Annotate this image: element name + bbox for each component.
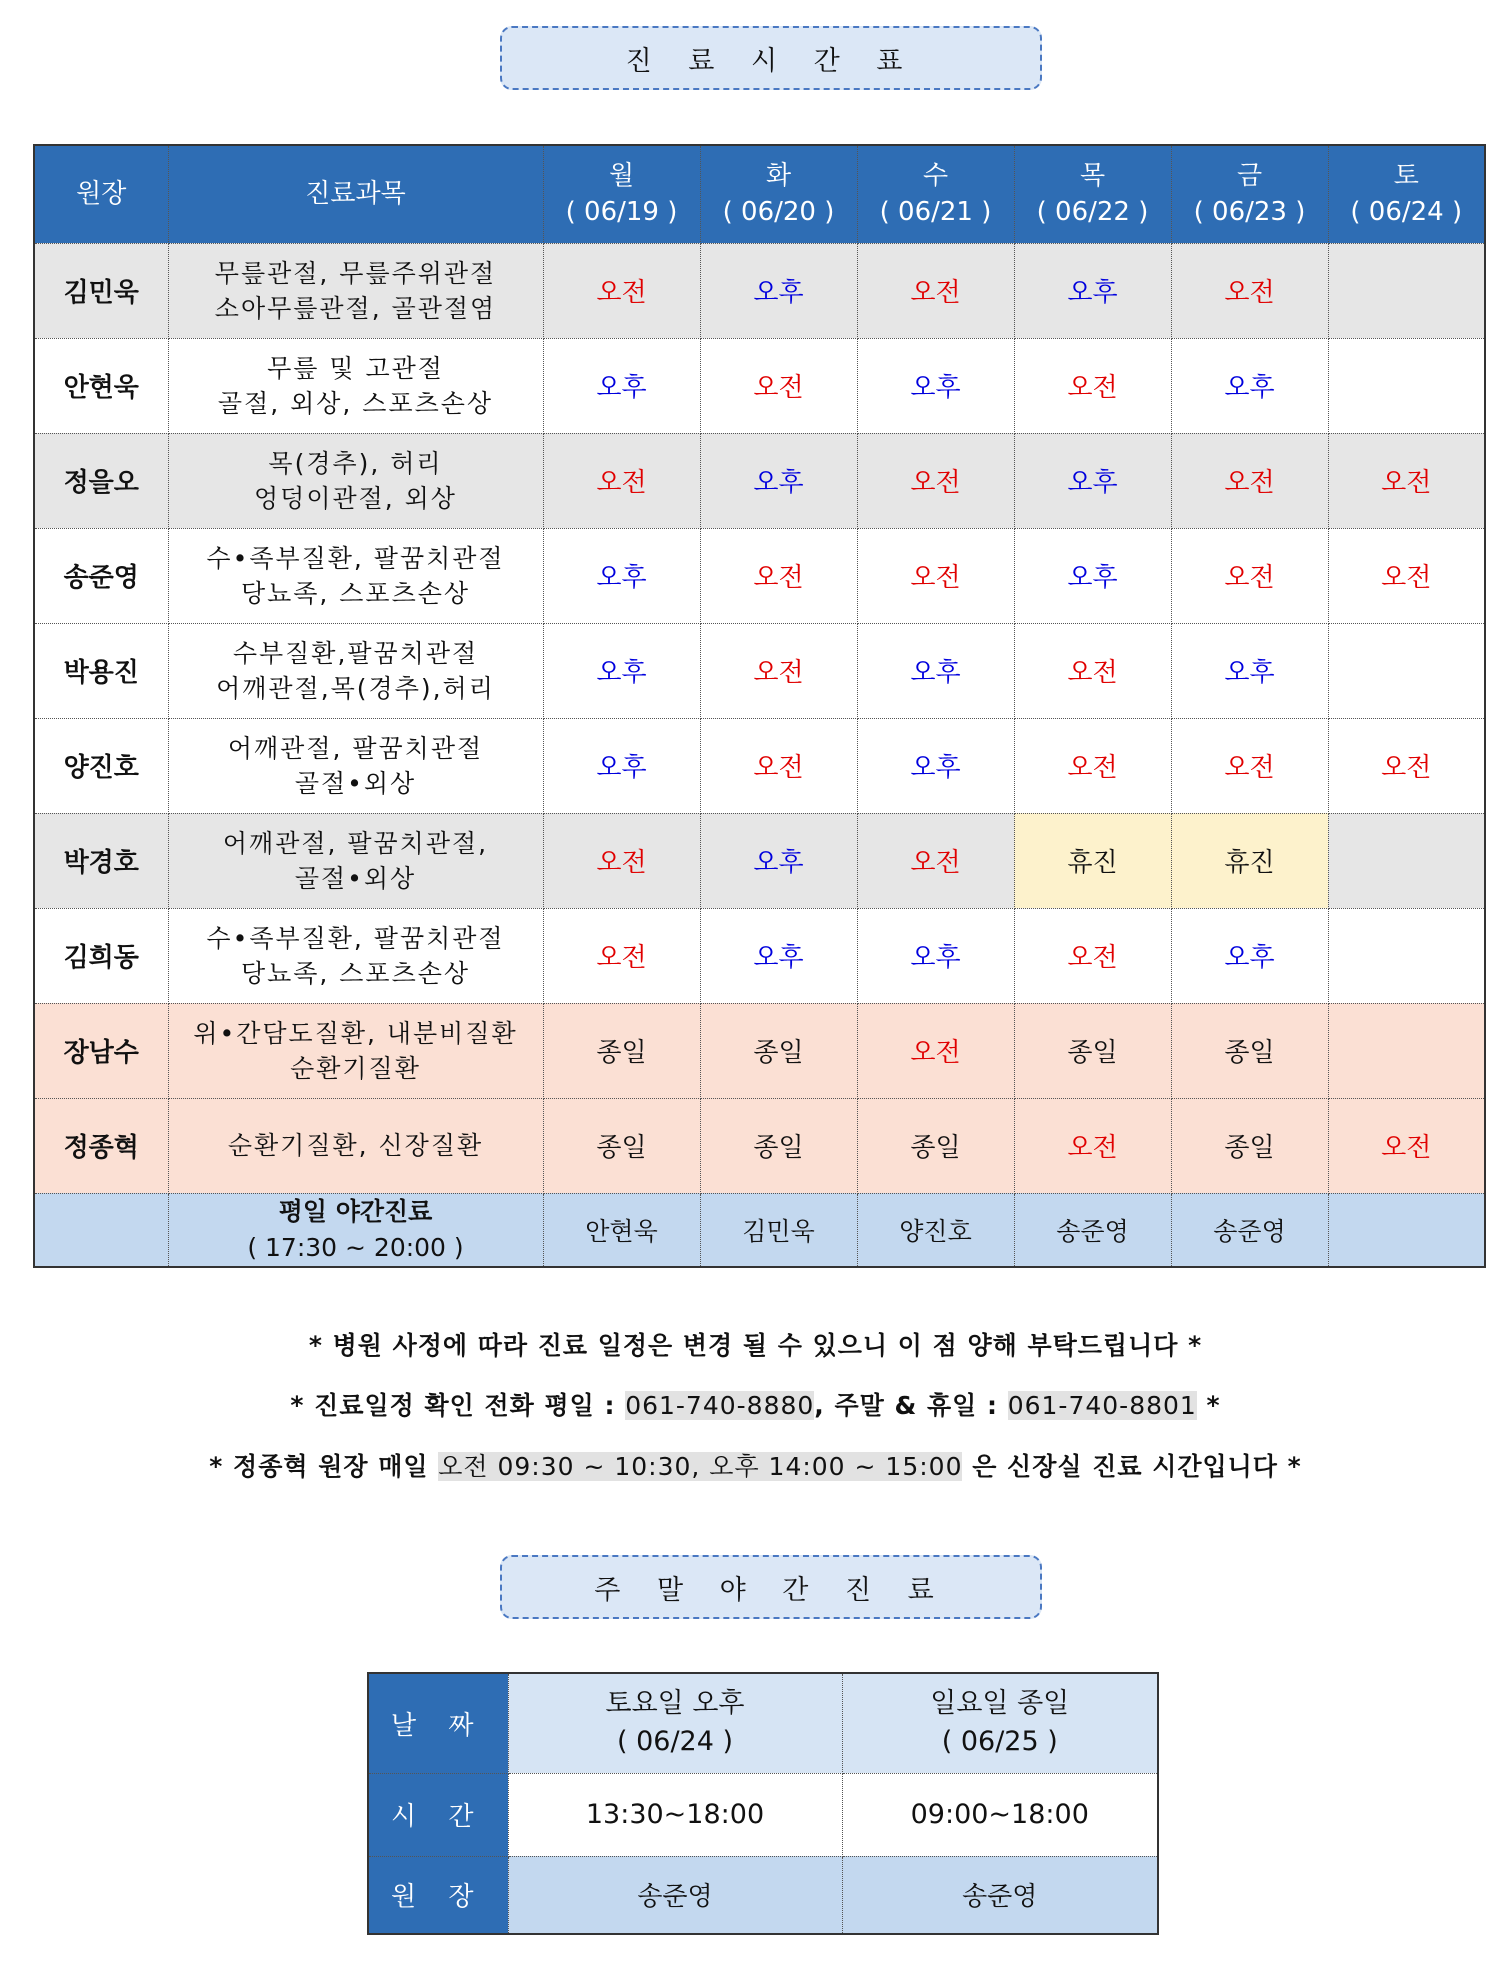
night-label-hours: ( 17:30 ~ 20:00 ) [247, 1232, 464, 1262]
schedule-slot: 오전 [1171, 718, 1328, 813]
schedule-slot: 오전 [1014, 718, 1171, 813]
schedule-slot: 오후 [700, 908, 857, 1003]
header-day [1171, 145, 1328, 243]
notice-phone [0, 1386, 1511, 1422]
schedule-slot: 오전 [543, 433, 700, 528]
schedule-slot [1328, 243, 1485, 338]
schedule-slot: 종일 [543, 1098, 700, 1193]
schedule-slot: 오후 [1171, 623, 1328, 718]
schedule-slot: 오전 [543, 908, 700, 1003]
schedule-slot: 오전 [1014, 623, 1171, 718]
doctor-department [168, 718, 543, 813]
header-day-date: ( 06/19 ) [565, 197, 678, 228]
doctor-name: 박용진 [34, 623, 168, 718]
schedule-slot: 종일 [700, 1003, 857, 1098]
doctor-department [168, 528, 543, 623]
doctor-row [34, 718, 1485, 813]
doctor-row [34, 908, 1485, 1003]
doctor-name: 장남수 [34, 1003, 168, 1098]
header-day [543, 145, 700, 243]
department-line: 목(경추), 허리 [268, 448, 443, 478]
header-day [700, 145, 857, 243]
schedule-slot: 종일 [700, 1098, 857, 1193]
schedule-slot: 오전 [1171, 433, 1328, 528]
night-doctor: 안현욱 [543, 1193, 700, 1267]
header-day-date: ( 06/23 ) [1193, 197, 1306, 228]
weekend-date-label: 날 짜 [368, 1673, 508, 1773]
schedule-slot: 오전 [1328, 1098, 1485, 1193]
notice-dialysis-suffix: 은 신장실 진료 시간입니다 * [962, 1452, 1302, 1481]
notice-phone-prefix: * 진료일정 확인 전화 평일 : [290, 1391, 626, 1420]
schedule-slot: 오후 [1014, 528, 1171, 623]
schedule-slot: 오후 [857, 908, 1014, 1003]
doctor-name: 송준영 [34, 528, 168, 623]
department-line: 어깨관절, 팔꿈치관절 [227, 733, 484, 763]
department-line: 소아무릎관절, 골관절염 [214, 293, 497, 323]
header-day-date: ( 06/22 ) [1036, 197, 1149, 228]
header-day-date: ( 06/20 ) [722, 197, 835, 228]
doctor-department [168, 813, 543, 908]
schedule-table [33, 144, 1486, 1268]
department-line: 수•족부질환, 팔꿈치관절 [206, 923, 505, 953]
department-line: 수•족부질환, 팔꿈치관절 [206, 543, 505, 573]
schedule-slot: 오전 [1328, 433, 1485, 528]
doctor-department [168, 1003, 543, 1098]
header-day [857, 145, 1014, 243]
schedule-slot: 오전 [700, 338, 857, 433]
department-line: 골절, 외상, 스포츠손상 [217, 388, 494, 418]
schedule-slot: 오후 [700, 243, 857, 338]
schedule-slot: 오후 [1014, 243, 1171, 338]
saturday-date: ( 06/24 ) [616, 1726, 734, 1758]
sunday-date: ( 06/25 ) [941, 1726, 1058, 1758]
header-day-name: 토 [1393, 161, 1419, 192]
schedule-slot [1328, 338, 1485, 433]
doctor-name: 박경호 [34, 813, 168, 908]
schedule-slot: 오전 [700, 528, 857, 623]
department-line: 위•간담도질환, 내분비질환 [193, 1018, 518, 1048]
schedule-slot [1328, 813, 1485, 908]
schedule-header-row [34, 145, 1485, 243]
notice-schedule-change: * 병원 사정에 따라 진료 일정은 변경 될 수 있으니 이 점 양해 부탁드립니다 * [308, 1331, 1203, 1360]
sunday-time: 09:00~18:00 [842, 1773, 1158, 1856]
doctor-row [34, 1003, 1485, 1098]
doctor-name: 양진호 [34, 718, 168, 813]
saturday-time: 13:30~18:00 [508, 1773, 842, 1856]
schedule-slot: 오전 [1328, 718, 1485, 813]
department-line: 당뇨족, 스포츠손상 [240, 578, 471, 608]
weekend-phone: 061-740-8801 [1007, 1391, 1197, 1420]
schedule-slot: 오후 [857, 623, 1014, 718]
header-director: 원장 [34, 145, 168, 243]
schedule-slot: 오후 [543, 338, 700, 433]
department-line: 무릎관절, 무릎주위관절 [214, 258, 497, 288]
department-line: 엉덩이관절, 외상 [254, 483, 457, 513]
doctor-name: 안현욱 [34, 338, 168, 433]
header-day-name: 화 [765, 161, 792, 192]
night-doctor: 양진호 [857, 1193, 1014, 1267]
schedule-slot: 오전 [857, 433, 1014, 528]
sunday-label: 일요일 종일 [930, 1688, 1070, 1720]
weekend-director-row [368, 1856, 1158, 1934]
doctor-department [168, 908, 543, 1003]
sunday-doctor: 송준영 [842, 1856, 1158, 1934]
department-line: 어깨관절,목(경추),허리 [216, 673, 495, 703]
notice-dialysis-prefix: * 정종혁 원장 매일 [209, 1452, 439, 1481]
doctor-name: 정종혁 [34, 1098, 168, 1193]
schedule-slot: 오후 [700, 813, 857, 908]
schedule-slot: 종일 [543, 1003, 700, 1098]
night-label-title: 평일 야간진료 [278, 1196, 433, 1226]
department-line: 골절•외상 [294, 768, 417, 798]
saturday-doctor: 송준영 [508, 1856, 842, 1934]
department-line: 당뇨족, 스포츠손상 [240, 958, 471, 988]
weekend-sunday [842, 1673, 1158, 1773]
weekday-phone: 061-740-8880 [625, 1391, 815, 1420]
doctor-department [168, 623, 543, 718]
schedule-slot: 오후 [543, 623, 700, 718]
schedule-slot: 오전 [700, 718, 857, 813]
doctor-row [34, 813, 1485, 908]
schedule-slot [1328, 1003, 1485, 1098]
doctor-row [34, 243, 1485, 338]
schedule-slot: 오후 [700, 433, 857, 528]
night-empty-cell [34, 1193, 168, 1267]
department-line: 순환기질환 [290, 1053, 421, 1083]
schedule-slot: 오전 [857, 813, 1014, 908]
schedule-slot: 오전 [857, 243, 1014, 338]
notice-phone-suffix: * [1196, 1391, 1221, 1420]
header-day-date: ( 06/21 ) [879, 197, 992, 228]
schedule-slot: 오후 [1014, 433, 1171, 528]
schedule-slot: 오전 [857, 1003, 1014, 1098]
night-doctor: 송준영 [1171, 1193, 1328, 1267]
schedule-slot: 오후 [857, 718, 1014, 813]
header-department: 진료과목 [168, 145, 543, 243]
header-day-name: 월 [608, 161, 635, 192]
doctor-row [34, 623, 1485, 718]
night-label [168, 1193, 543, 1267]
schedule-slot: 오전 [543, 243, 700, 338]
header-day [1014, 145, 1171, 243]
weekend-director-label: 원 장 [368, 1856, 508, 1934]
weekend-title: 주 말 야 간 진 료 [500, 1555, 1042, 1619]
doctor-department [168, 243, 543, 338]
schedule-slot: 오전 [857, 528, 1014, 623]
schedule-slot: 오전 [1014, 338, 1171, 433]
doctor-department [168, 1098, 543, 1193]
doctor-name: 정을오 [34, 433, 168, 528]
doctor-name: 김민욱 [34, 243, 168, 338]
weekend-time-label: 시 간 [368, 1773, 508, 1856]
doctor-row [34, 338, 1485, 433]
schedule-slot: 오후 [543, 528, 700, 623]
header-day-date: ( 06/24 ) [1350, 197, 1463, 228]
schedule-slot: 오전 [700, 623, 857, 718]
schedule-slot: 오전 [1171, 243, 1328, 338]
schedule-slot: 오전 [1328, 528, 1485, 623]
doctor-department [168, 433, 543, 528]
schedule-slot: 종일 [1171, 1003, 1328, 1098]
notice-phone-mid: , 주말 & 휴일 : [814, 1391, 1008, 1420]
schedule-slot: 휴진 [1014, 813, 1171, 908]
doctor-name: 김희동 [34, 908, 168, 1003]
schedule-slot: 휴진 [1171, 813, 1328, 908]
schedule-title: 진 료 시 간 표 [500, 26, 1042, 90]
header-day-name: 금 [1236, 161, 1263, 192]
department-line: 무릎 및 고관절 [267, 353, 444, 383]
header-day-name: 목 [1079, 161, 1106, 192]
night-doctor: 송준영 [1014, 1193, 1171, 1267]
header-day [1328, 145, 1485, 243]
doctor-row [34, 528, 1485, 623]
schedule-slot: 오후 [857, 338, 1014, 433]
schedule-slot: 오후 [1171, 338, 1328, 433]
schedule-slot: 종일 [857, 1098, 1014, 1193]
doctor-row [34, 433, 1485, 528]
weekend-date-row [368, 1673, 1158, 1773]
header-day-name: 수 [922, 161, 949, 192]
night-doctor [1328, 1193, 1485, 1267]
schedule-slot: 오후 [543, 718, 700, 813]
schedule-slot: 종일 [1014, 1003, 1171, 1098]
schedule-slot: 오전 [1014, 1098, 1171, 1193]
schedule-slot: 오전 [1014, 908, 1171, 1003]
schedule-slot: 오전 [1171, 528, 1328, 623]
night-clinic-row [34, 1193, 1485, 1267]
schedule-slot: 오전 [543, 813, 700, 908]
department-line: 순환기질환, 신장질환 [227, 1131, 484, 1160]
night-doctor: 김민욱 [700, 1193, 857, 1267]
doctor-department [168, 338, 543, 433]
notice-dialysis [0, 1447, 1511, 1483]
schedule-slot: 오후 [1171, 908, 1328, 1003]
schedule-slot [1328, 908, 1485, 1003]
schedule-slot [1328, 623, 1485, 718]
doctor-row [34, 1098, 1485, 1193]
dialysis-times: 오전 09:30 ~ 10:30, 오후 14:00 ~ 15:00 [438, 1452, 963, 1481]
weekend-table [367, 1672, 1159, 1935]
schedule-body [34, 243, 1485, 1267]
schedule-slot: 종일 [1171, 1098, 1328, 1193]
department-line: 어깨관절, 팔꿈치관절, [222, 828, 489, 858]
department-line: 수부질환,팔꿈치관절 [232, 638, 479, 668]
saturday-label: 토요일 오후 [605, 1688, 745, 1720]
weekend-saturday [508, 1673, 842, 1773]
department-line: 골절•외상 [294, 863, 417, 893]
weekend-time-row [368, 1773, 1158, 1856]
